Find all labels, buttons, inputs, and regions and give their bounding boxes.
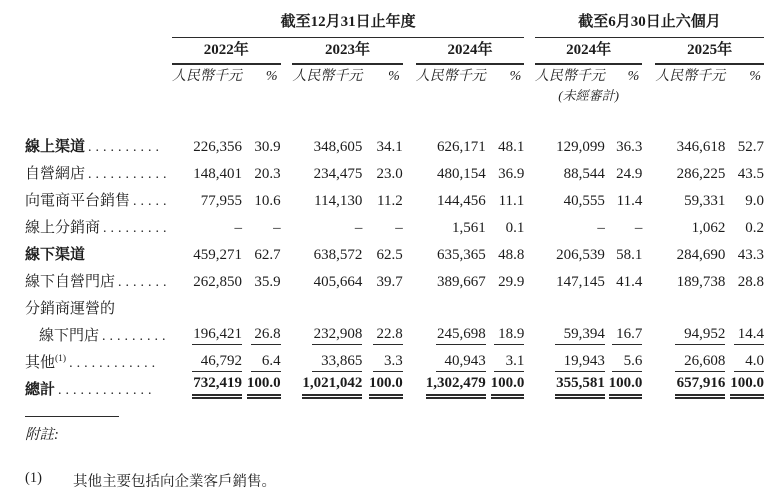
year-header: 2025年 xyxy=(655,38,764,65)
percent-cell: 11.1 xyxy=(498,193,525,209)
row-label xyxy=(25,156,172,183)
table-row xyxy=(25,210,764,237)
dot-leader: ............ xyxy=(69,356,160,371)
column-gap xyxy=(642,237,655,264)
percent-cell: 18.9 xyxy=(486,318,525,345)
column-gap xyxy=(281,38,293,65)
column-gap xyxy=(281,318,293,345)
unit-header: 人民幣千元 xyxy=(171,69,242,84)
year-header: 2024年 xyxy=(535,38,642,65)
notes-section xyxy=(25,416,764,491)
value-cell: 1,062 xyxy=(691,220,726,236)
value-cell: 46,792 xyxy=(172,345,242,372)
percent-cell: 11.4 xyxy=(616,193,643,209)
percent-cell xyxy=(725,291,764,318)
header-body-spacer xyxy=(25,104,764,129)
value-cell xyxy=(416,291,486,318)
column-gap xyxy=(524,264,535,291)
column-gap xyxy=(281,129,293,156)
column-gap xyxy=(403,318,416,345)
percent-cell: 3.1 xyxy=(486,345,525,372)
dot-leader: ............. xyxy=(58,383,156,398)
value-cell: 144,456 xyxy=(436,193,486,209)
row-label-text: 線下自營門店 xyxy=(25,274,116,290)
percent-cell: 52.7 xyxy=(737,139,764,155)
value-cell: 405,664 xyxy=(313,274,363,290)
row-label-text: 自營網店 xyxy=(25,166,86,182)
percent-cell: 62.5 xyxy=(376,247,403,263)
column-gap xyxy=(281,64,293,85)
dot-leader: ....... xyxy=(118,275,171,290)
percent-cell: 100.0 xyxy=(725,372,764,399)
value-cell: 59,331 xyxy=(684,193,726,209)
value-cell xyxy=(292,291,362,318)
column-gap xyxy=(281,372,293,399)
percent-header: % xyxy=(265,69,278,84)
row-label-text: 總計 xyxy=(25,382,56,398)
column-gap xyxy=(281,210,293,237)
year-header: 2024年 xyxy=(416,38,525,65)
value-cell: 129,099 xyxy=(556,139,605,155)
column-gap xyxy=(524,183,535,210)
value-cell: 245,698 xyxy=(416,318,486,345)
dot-leader: .......... xyxy=(88,140,164,155)
row-label xyxy=(25,291,172,318)
percent-cell: 35.9 xyxy=(254,274,281,290)
row-label xyxy=(25,345,172,372)
unit-header: 人民幣千元 xyxy=(534,69,605,84)
percent-header: % xyxy=(509,69,522,84)
percent-cell: 20.3 xyxy=(254,166,281,182)
unaudited-row xyxy=(25,85,764,104)
table-row xyxy=(25,129,764,156)
column-gap xyxy=(642,318,655,345)
percent-cell xyxy=(605,291,642,318)
value-cell: 262,850 xyxy=(193,274,242,290)
row-label xyxy=(25,372,172,399)
period-group-annual: 截至12月31日止年度 xyxy=(172,10,524,38)
value-cell: 626,171 xyxy=(436,139,486,155)
value-cell: 657,916 xyxy=(655,372,725,399)
value-cell: 88,544 xyxy=(563,166,605,182)
row-label xyxy=(25,183,172,210)
percent-cell: – xyxy=(273,220,281,236)
percent-header: % xyxy=(388,69,400,84)
column-gap xyxy=(403,38,416,65)
row-label-text: 分銷商運營的 xyxy=(25,301,116,317)
column-gap xyxy=(281,291,293,318)
column-gap xyxy=(403,85,416,104)
year-header-row xyxy=(25,38,764,65)
column-gap xyxy=(642,129,655,156)
column-gap xyxy=(281,237,293,264)
percent-cell: 3.3 xyxy=(362,345,402,372)
column-gap xyxy=(524,318,535,345)
value-cell: – xyxy=(597,220,605,236)
row-label-text: 向電商平台銷售 xyxy=(25,193,131,209)
column-gap xyxy=(642,64,655,85)
value-cell: 389,667 xyxy=(436,274,486,290)
value-cell: 226,356 xyxy=(193,139,242,155)
percent-cell: 24.9 xyxy=(616,166,643,182)
column-gap xyxy=(403,345,416,372)
value-cell: – xyxy=(234,220,242,236)
percent-cell: 6.4 xyxy=(242,345,281,372)
year-header: 2022年 xyxy=(172,38,281,65)
year-header: 2023年 xyxy=(292,38,402,65)
column-gap xyxy=(524,129,535,156)
table-row xyxy=(25,345,764,372)
value-cell: 19,943 xyxy=(535,345,605,372)
value-cell: 94,952 xyxy=(655,318,725,345)
dot-leader: ..... xyxy=(133,194,171,209)
footnote-ref: (1) xyxy=(55,354,67,364)
value-cell: 189,738 xyxy=(676,274,726,290)
percent-cell: 41.4 xyxy=(616,274,643,290)
column-gap xyxy=(403,129,416,156)
percent-cell: 100.0 xyxy=(242,372,281,399)
column-gap xyxy=(403,264,416,291)
note-text: 其他主要包括向企業客戶銷售。 xyxy=(73,474,276,490)
percent-cell: 39.7 xyxy=(376,274,403,290)
column-gap xyxy=(403,156,416,183)
percent-cell: 62.7 xyxy=(254,247,281,263)
column-gap xyxy=(403,372,416,399)
value-cell: 232,908 xyxy=(292,318,362,345)
value-cell: 234,475 xyxy=(313,166,363,182)
table-row xyxy=(25,372,764,399)
percent-cell: 22.8 xyxy=(362,318,402,345)
row-label xyxy=(25,318,172,345)
column-gap xyxy=(524,64,535,85)
value-cell: 346,618 xyxy=(676,139,726,155)
percent-cell: 43.3 xyxy=(737,247,764,263)
revenue-by-channel-table xyxy=(25,10,764,399)
value-cell: 147,145 xyxy=(556,274,605,290)
value-cell xyxy=(655,291,725,318)
column-gap xyxy=(524,210,535,237)
value-cell: 635,365 xyxy=(436,247,486,263)
table-row xyxy=(25,183,764,210)
percent-cell: 9.0 xyxy=(745,193,764,209)
value-cell: 206,539 xyxy=(556,247,605,263)
column-gap xyxy=(642,183,655,210)
column-gap xyxy=(642,210,655,237)
row-label-text: 其他 xyxy=(25,355,56,371)
percent-cell: 4.0 xyxy=(725,345,764,372)
value-cell: – xyxy=(354,220,363,236)
column-gap xyxy=(281,345,293,372)
note-item xyxy=(25,470,764,491)
percent-header: % xyxy=(749,69,761,84)
notes-divider xyxy=(25,416,119,417)
column-gap xyxy=(642,291,655,318)
percent-cell: 0.2 xyxy=(745,220,764,236)
percent-cell: 16.7 xyxy=(605,318,642,345)
percent-cell: 58.1 xyxy=(616,247,643,263)
column-gap xyxy=(403,291,416,318)
column-gap xyxy=(281,183,293,210)
column-gap xyxy=(642,85,655,104)
column-gap xyxy=(403,210,416,237)
percent-cell: 34.1 xyxy=(376,139,403,155)
percent-cell: 30.9 xyxy=(254,139,281,155)
percent-cell: 5.6 xyxy=(605,345,642,372)
percent-cell: 48.8 xyxy=(498,247,525,263)
percent-cell: – xyxy=(395,220,403,236)
column-gap xyxy=(403,237,416,264)
column-gap xyxy=(642,264,655,291)
note-number: (1) xyxy=(25,470,42,486)
percent-cell: 36.3 xyxy=(616,139,643,155)
column-gap xyxy=(281,156,293,183)
percent-cell: 11.2 xyxy=(377,193,403,209)
column-gap xyxy=(524,291,535,318)
percent-cell: – xyxy=(634,220,643,236)
percent-cell: 28.8 xyxy=(737,274,764,290)
row-label xyxy=(25,237,172,264)
value-cell: 1,561 xyxy=(451,220,486,236)
percent-cell: 23.0 xyxy=(376,166,403,182)
value-cell xyxy=(535,291,605,318)
unit-header: 人民幣千元 xyxy=(415,69,486,84)
percent-cell: 100.0 xyxy=(362,372,402,399)
percent-cell: 10.6 xyxy=(254,193,281,209)
percent-cell: 14.4 xyxy=(725,318,764,345)
dot-leader: ......... xyxy=(103,221,171,236)
column-gap xyxy=(642,38,655,65)
period-header-row xyxy=(25,10,764,38)
value-cell: 33,865 xyxy=(292,345,362,372)
value-cell xyxy=(172,291,242,318)
row-label-column-head xyxy=(25,10,172,38)
row-label xyxy=(25,129,172,156)
table-row xyxy=(25,291,764,318)
table-row xyxy=(25,318,764,345)
row-label-text: 線上分銷商 xyxy=(25,220,101,236)
column-gap xyxy=(524,372,535,399)
value-cell: 355,581 xyxy=(535,372,605,399)
value-cell: 196,421 xyxy=(172,318,242,345)
dot-leader: ........... xyxy=(88,167,171,182)
row-label-text: 線下門店 xyxy=(39,328,100,344)
column-gap xyxy=(403,183,416,210)
percent-cell xyxy=(362,291,402,318)
percent-cell: 0.1 xyxy=(505,220,525,236)
value-cell: 732,419 xyxy=(172,372,242,399)
row-label xyxy=(25,264,172,291)
unit-header-row xyxy=(25,64,764,85)
row-label-text: 線下渠道 xyxy=(25,247,86,263)
column-gap xyxy=(281,85,293,104)
table-row xyxy=(25,156,764,183)
value-cell: 26,608 xyxy=(655,345,725,372)
column-gap xyxy=(281,264,293,291)
value-cell: 77,955 xyxy=(200,193,242,209)
unit-header: 人民幣千元 xyxy=(655,69,726,84)
column-gap xyxy=(524,85,535,104)
row-label xyxy=(25,210,172,237)
value-cell: 459,271 xyxy=(193,247,242,263)
value-cell: 286,225 xyxy=(676,166,726,182)
column-gap xyxy=(642,372,655,399)
unit-header: 人民幣千元 xyxy=(292,69,363,84)
column-gap xyxy=(524,156,535,183)
table-row xyxy=(25,237,764,264)
percent-cell: 100.0 xyxy=(486,372,525,399)
value-cell: 348,605 xyxy=(313,139,363,155)
percent-cell: 36.9 xyxy=(498,166,525,182)
value-cell: 40,943 xyxy=(416,345,486,372)
group-gap xyxy=(524,10,535,38)
value-cell: 148,401 xyxy=(193,166,242,182)
table-row xyxy=(25,264,764,291)
percent-cell: 43.5 xyxy=(737,166,764,182)
unaudited-note: (未經審計) xyxy=(558,88,619,103)
row-label-text: 線上渠道 xyxy=(25,139,86,155)
column-gap xyxy=(524,237,535,264)
value-cell: 638,572 xyxy=(313,247,363,263)
column-gap xyxy=(642,156,655,183)
value-cell: 1,021,042 xyxy=(292,372,362,399)
column-gap xyxy=(524,345,535,372)
percent-cell: 26.8 xyxy=(242,318,281,345)
percent-cell: 100.0 xyxy=(605,372,642,399)
value-cell: 480,154 xyxy=(436,166,486,182)
value-cell: 59,394 xyxy=(535,318,605,345)
period-group-interim: 截至6月30日止六個月 xyxy=(535,10,764,38)
percent-cell: 29.9 xyxy=(498,274,525,290)
value-cell: 284,690 xyxy=(676,247,726,263)
percent-cell: 48.1 xyxy=(498,139,525,155)
percent-cell xyxy=(486,291,525,318)
notes-heading: 附註: xyxy=(25,427,59,443)
column-gap xyxy=(642,345,655,372)
column-gap xyxy=(403,64,416,85)
value-cell: 40,555 xyxy=(563,193,605,209)
column-gap xyxy=(524,38,535,65)
percent-cell xyxy=(242,291,281,318)
dot-leader: ......... xyxy=(102,329,170,344)
value-cell: 114,130 xyxy=(314,193,363,209)
value-cell: 1,302,479 xyxy=(416,372,486,399)
percent-header: % xyxy=(627,69,640,84)
